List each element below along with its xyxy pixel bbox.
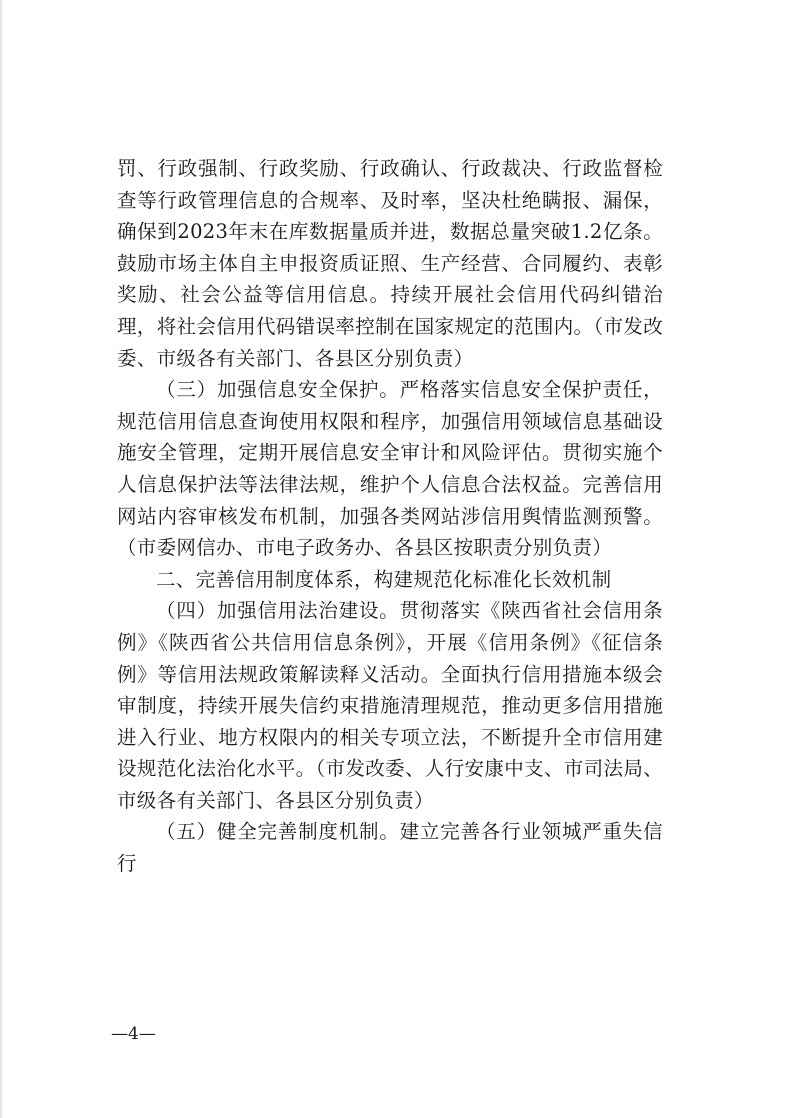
section-heading: 二、完善信用制度体系，构建规范化标准化长效机制 (156, 567, 612, 591)
page-number: —4— (111, 1024, 156, 1044)
paragraph-info-security: （三）加强信息安全保护。严格落实信息安全保护责任，规范信用信息查询使用权限和程序，加强信用领域信息基础设施安全管理，定期开展信息安全审计和风险评估。贯彻实施个人信息保护法等法律法规，维护个人信息合法权益。完善信用网站内容审核发布机制，加强各类网站涉信用舆情监测预警。（市委网信办、市电子政务办、各县区按职责分别负责） (117, 378, 663, 560)
paragraph-continuation: 罚、行政强制、行政奖励、行政确认、行政裁决、行政监督检查等行政管理信息的合规率、及时率，坚决杜绝瞒报、漏保，确保到2023年末在库数据量质并进，数据总量突破1.2亿条。鼓励市场主体自主申报资质证照、生产经营、合同履约、表彰奖励、社会公益等信用信息。持续开展社会信用代码纠错治理，将社会信用代码错误率控制在国家规定的范围内。（市发改委、市级各有关部门、各县区分别负责） (117, 157, 663, 370)
paragraph-legal-construction: （四）加强信用法治建设。贯彻落实《陕西省社会信用条例》《陕西省公共信用信息条例》，开展《信用条例》《征信条例》等信用法规政策解读释义活动。全面执行信用措施本级会审制度，持续开展失信约束措施清理规范，推动更多信用措施进入行业、地方权限内的相关专项立法，不断提升全市信用建设规范化法治化水平。（市发改委、人行安康中支、市司法局、市级各有关部门、各县区分别负责） (117, 599, 663, 812)
page-edge (0, 0, 2, 1118)
paragraph-system-mechanism: （五）健全完善制度机制。建立完善各行业领城严重失信行 (117, 820, 663, 876)
document-body (117, 153, 663, 880)
